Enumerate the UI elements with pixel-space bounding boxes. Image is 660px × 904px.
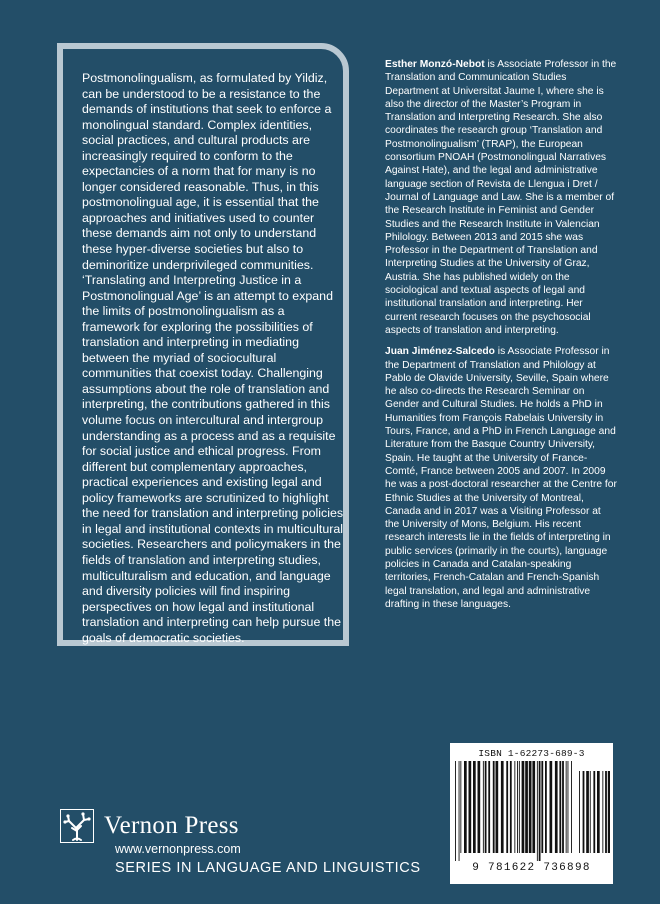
publisher-name: Vernon Press (104, 812, 239, 839)
author-name: Esther Monzó-Nebot (385, 59, 485, 70)
author-bio-text: is Associate Professor in the Translation and Communication Studies Department at Universitat Jaume I, where she is also the director of the Master’s Program in Translation and Interpreting Research. She also coordinates the research group ‘Translation and Postmonolingualism’ (TRAP), the European consortium PNOAH (Postmonolingual Narratives Against Hate), and the legal and administrative language section of Revista de Llengua i Dret / Journal of Language and Law. She is a member of the Research Institute in Feminist and Gender Studies and the Research Institute in Valencian Philology. Between 2013 and 2015 she was Professor in the Department of Translation and Interpreting Studies at the University of Graz, Austria. She has published widely on the sociological and textual aspects of legal and institutional translation and interpreting. Her current research focuses on the psychosocial aspects of translation and interpreting. (385, 59, 617, 336)
author-bio (385, 58, 617, 337)
barcode-addon-icon (578, 771, 610, 861)
author-bio (385, 345, 617, 611)
barcode-icon (454, 761, 574, 861)
book-abstract: Postmonolingualism, as formulated by Yildiz, can be understood to be a resistance to the demands of institutions that seek to enforce a monolingual standard. Complex identities, social practices, and cultural products are increasingly required to conform to the expectancies of a norm that for many is no longer considered reasonable. Thus, in this postmonolingual age, it is essential that the approaches and initiatives used to counter these demands aim not only to understand these hyper-diverse societies but also to deminoritize underprivileged communities. ‘Translating and Interpreting Justice in a Postmonolingual Age’ is an attempt to expand the limits of postmonolingualism as a framework for exploring the possibilities of translation and interpreting in mediating between the myriad of sociocultural communities that coexist today. Challenging assumptions about the role of translation and interpreting, the contributions gathered in this volume focus on intercultural and intergroup understanding as a process and as a requisite for social justice and ethical progress. From different but complementary approaches, practical experiences and existing legal and policy frameworks are scrutinized to highlight the need for translation and interpreting policies in legal and institutional contexts in multicultural societies. Researchers and policymakers in the fields of translation and interpreting studies, multiculturalism and education, and language and diversity policies will find inspiring perspectives on how legal and institutional translation and interpreting can help pursue the goals of democratic societies. (82, 71, 344, 645)
author-name: Juan Jiménez-Salcedo (385, 346, 495, 358)
barcode-digits: 9 781622 736898 (472, 862, 591, 874)
tree-icon (60, 809, 94, 843)
series-title: SERIES IN LANGUAGE AND LINGUISTICS (115, 860, 421, 876)
isbn-label: ISBN 1-62273-689-3 (478, 748, 585, 759)
isbn-barcode-box (450, 743, 613, 884)
author-bio-text: is Associate Professor in the Department of Translation and Philology at Pablo de Olavide University, Seville, Spain where he also co-directs the Research Seminar on Gender and Cultural Studies. He holds a PhD in Humanities from François Rabelais University in Tours, France, and a PhD in French Language and Literature from the Basque Country University, Spain. He taught at the University of France-Comté, France between 2005 and 2007. In 2009 he was a post-doctoral researcher at the Centre for Ethnic Studies at the University of Montreal, Canada and in 2017 was a Visiting Professor at the University of Mons, Belgium. His recent research interests lie in the fields of interpreting in public services (primarily in the courts), language policies in Canada and Catalan-speaking territories, French-Catalan and French-Spanish legal translation, and legal and administrative drafting in these languages. (385, 346, 617, 610)
author-bios (385, 58, 617, 611)
publisher-url: www.vernonpress.com (115, 842, 241, 856)
